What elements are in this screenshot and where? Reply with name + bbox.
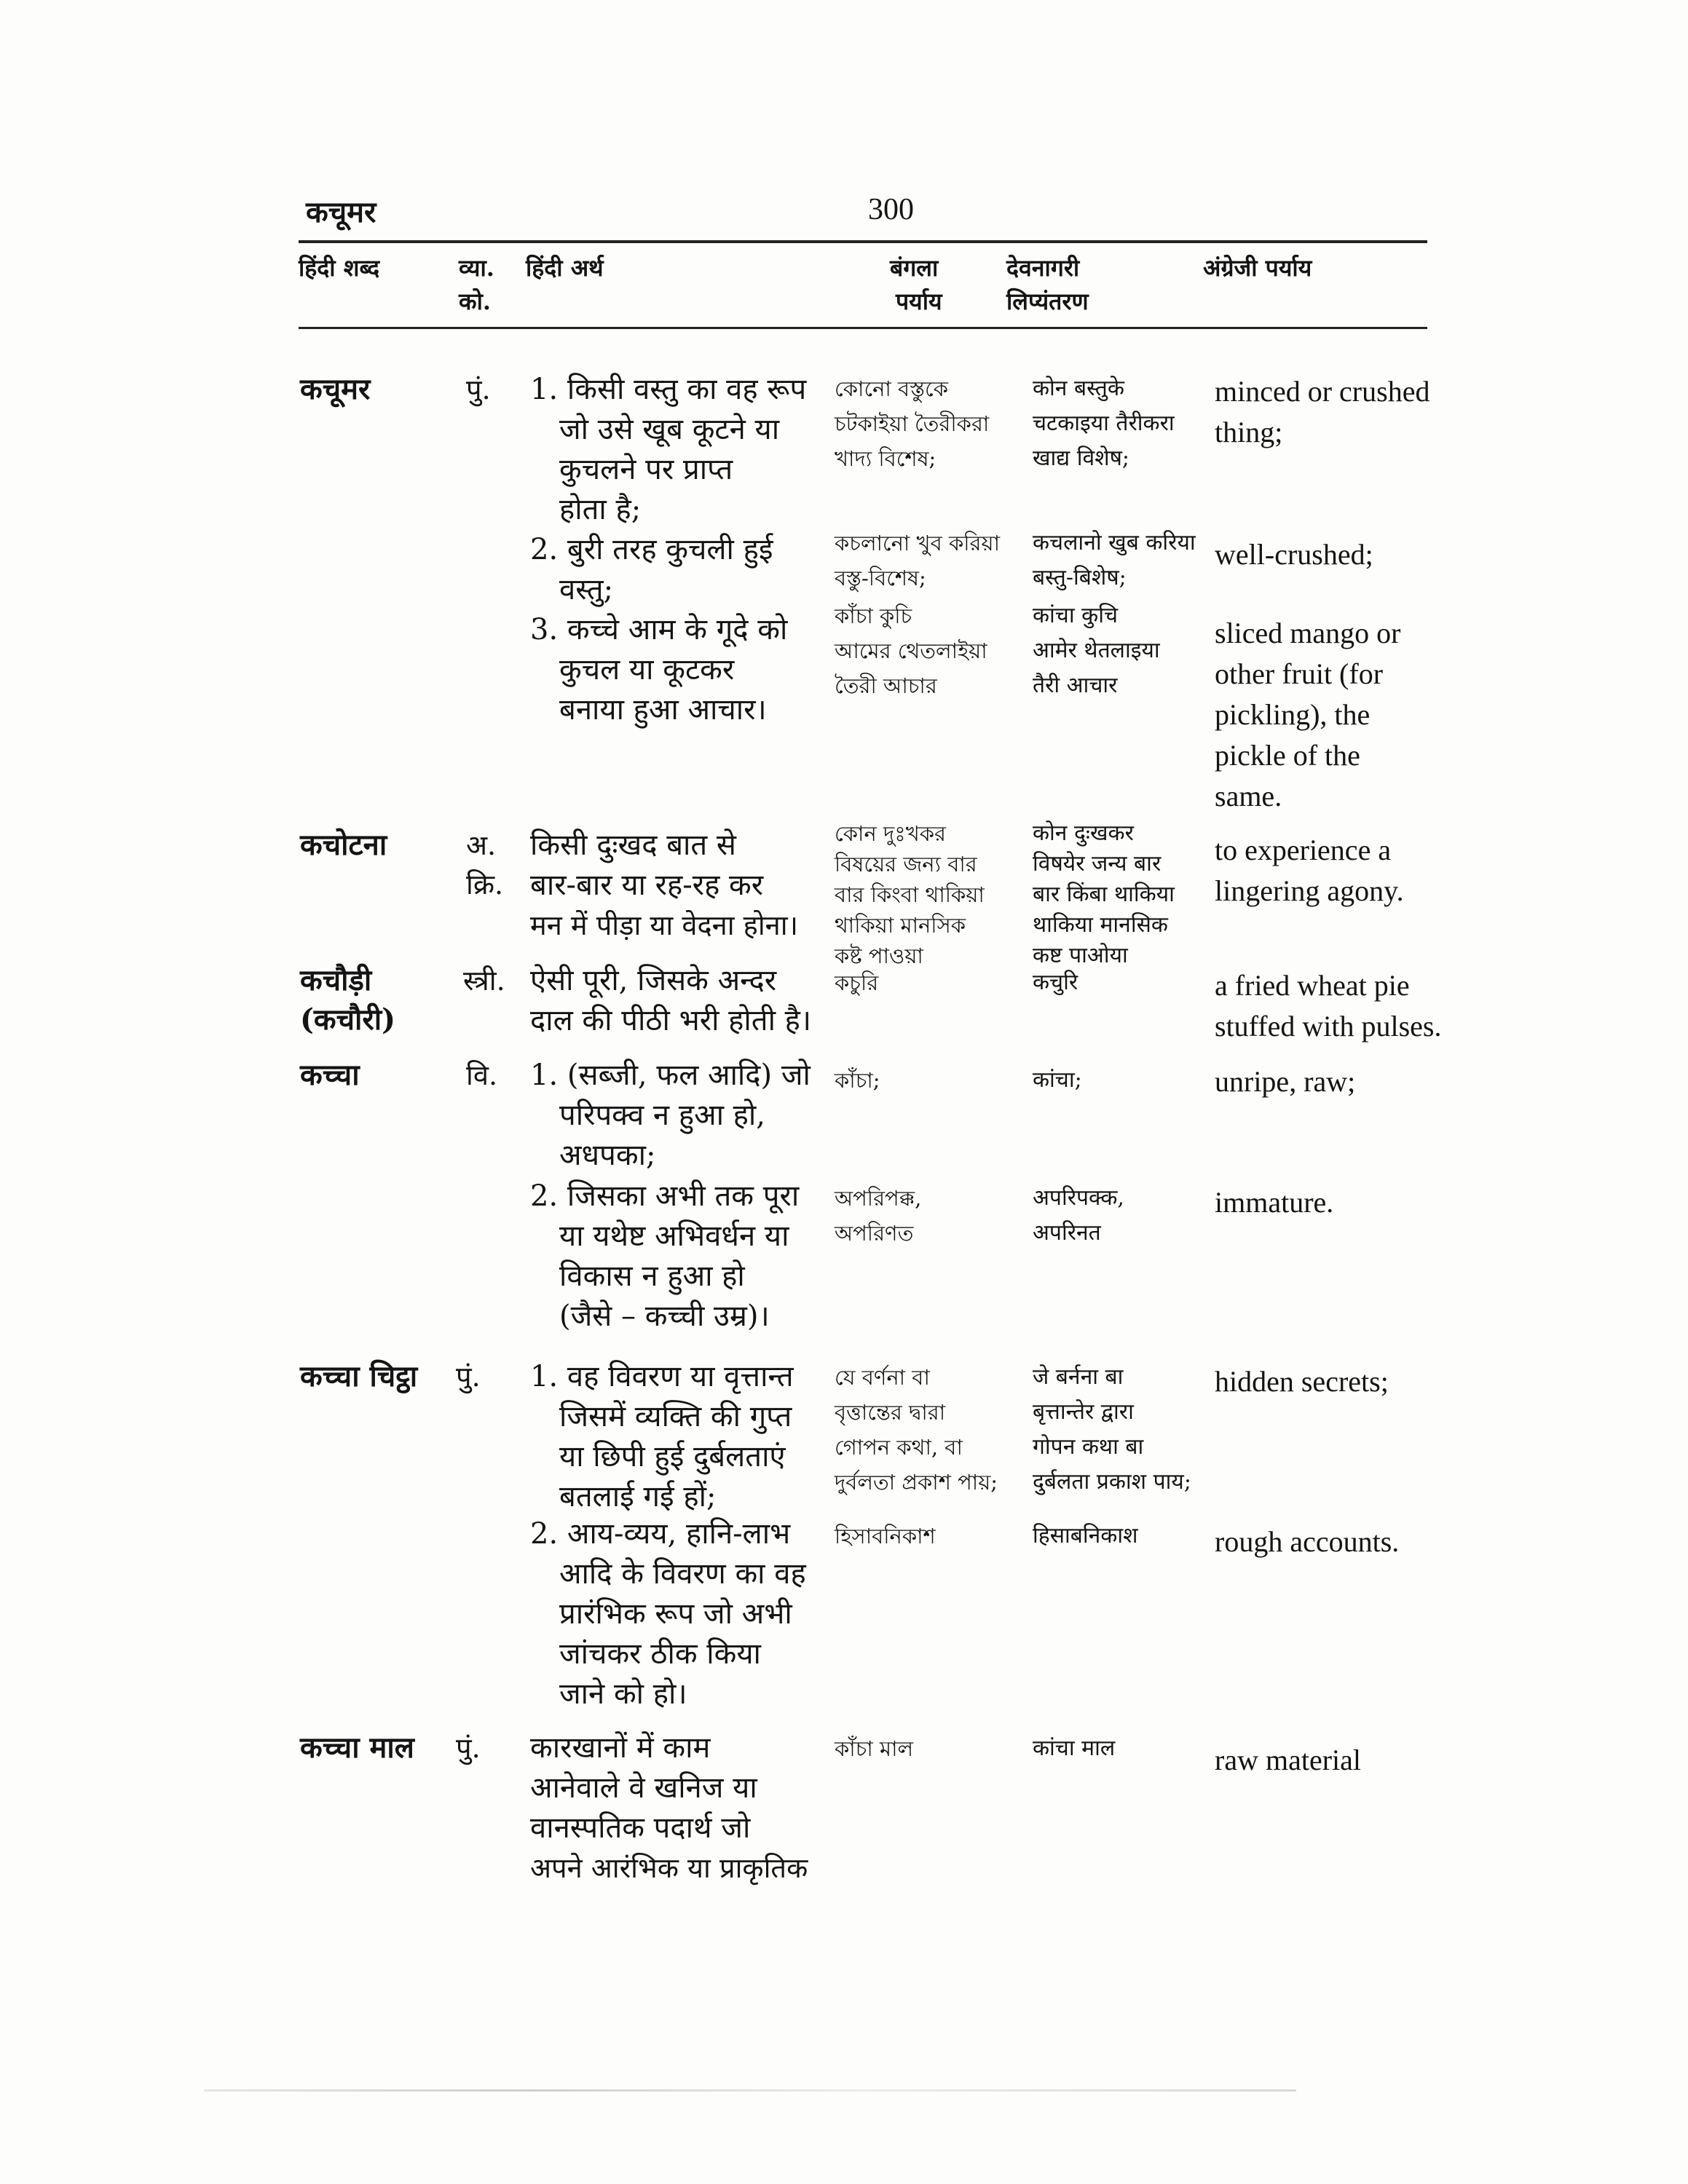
headword	[300, 961, 395, 1040]
bangla-line: বস্তু-বিশেষ;	[835, 566, 926, 590]
bangla-synonym	[835, 1181, 921, 1251]
devanagari-transliteration	[1033, 526, 1196, 596]
bangla-line: গোপন কথা, বা	[835, 1435, 963, 1460]
col-header-devanagari-line1: देवनागरी	[1006, 254, 1080, 282]
english-line: pickling), the	[1215, 698, 1370, 731]
hindi-meaning	[530, 1176, 799, 1337]
hindi-line: परिपक्व न हुआ हो,	[559, 1099, 765, 1132]
hindi-line: 2. आय-व्यय, हानि-लाभ	[530, 1517, 791, 1551]
devanagari-transliteration	[1033, 371, 1175, 476]
devanagari-line: जे बर्नना बा	[1033, 1364, 1124, 1390]
english-equivalent	[1215, 830, 1404, 911]
hindi-line: 2. जिसका अभी तक पूरा	[530, 1179, 800, 1213]
devanagari-line: चटकाइया तैरीकरा	[1033, 411, 1175, 436]
headword: कचूमर	[300, 372, 371, 406]
devanagari-line: कांचा;	[1033, 1067, 1082, 1093]
devanagari-line: बार किंबा थाकिया	[1033, 882, 1175, 907]
hindi-meaning	[530, 1357, 794, 1517]
headword: कच्चा माल	[300, 1730, 414, 1765]
col-header-grammar-line1: व्या.	[459, 254, 494, 282]
hindi-line: कुचलने पर प्राप्त	[559, 453, 733, 486]
hindi-line: ऐसी पूरी, जिसके अन्दर	[530, 964, 777, 997]
bangla-synonym	[835, 371, 989, 476]
hindi-line: मन में पीड़ा या वेदना होना।	[530, 909, 799, 941]
part-of-speech	[466, 826, 503, 904]
hindi-meaning	[530, 610, 787, 730]
bangla-line: চটকাইয়া তৈরীকরা	[835, 411, 990, 436]
hindi-line: अधपका;	[559, 1139, 656, 1172]
hindi-line: कारखानों में काम	[530, 1731, 711, 1765]
bangla-line: যে বর্ণনা বা	[835, 1365, 930, 1390]
english-line: well-crushed;	[1215, 538, 1373, 571]
hindi-meaning	[530, 826, 798, 946]
hindi-line: वस्तु;	[559, 573, 614, 606]
devanagari-line: कचलानो खुब करिया	[1033, 530, 1196, 555]
devanagari-line: कोन दुःखकर	[1033, 820, 1134, 846]
devanagari-line: विषयेर जन्य बार	[1033, 851, 1162, 877]
devanagari-line: तैरी आचार	[1033, 673, 1118, 698]
bangla-line: কচলানো খুব করিয়া	[835, 531, 1000, 555]
col-header-bangla-line2: पर्याय	[896, 288, 942, 315]
devanagari-line: कष्ट पाओया	[1033, 943, 1128, 968]
english-equivalent	[1215, 613, 1401, 817]
hindi-line: बतलाई गई हों;	[559, 1480, 717, 1514]
part-of-speech: पुं.	[456, 1361, 481, 1393]
bangla-line: কচুরি	[835, 970, 879, 995]
bangla-synonym	[835, 1731, 913, 1766]
devanagari-transliteration	[1033, 1181, 1124, 1251]
hindi-line: 2. बुरी तरह कुचली हुई	[530, 533, 773, 566]
bangla-line: কাঁচা;	[835, 1068, 880, 1093]
hindi-line: आदि के विवरण का वह	[559, 1557, 806, 1591]
bangla-synonym	[835, 1063, 880, 1098]
english-equivalent	[1215, 1740, 1361, 1781]
english-line: lingering agony.	[1215, 874, 1404, 907]
english-line: stuffed with pulses.	[1215, 1010, 1442, 1042]
devanagari-line: खाद्य विशेष;	[1033, 446, 1130, 471]
hindi-line: जांचकर ठीक किया	[559, 1637, 761, 1671]
english-equivalent	[1215, 1182, 1333, 1223]
devanagari-transliteration	[1033, 965, 1078, 1000]
devanagari-transliteration	[1033, 598, 1160, 703]
hindi-line: 1. (सब्जी, फल आदि) जो	[530, 1059, 811, 1092]
col-header-hindi-word: हिंदी शब्द	[299, 254, 380, 282]
pos-line: अ.	[466, 829, 497, 861]
running-head: कचूमर	[306, 195, 376, 229]
part-of-speech: स्त्री.	[463, 965, 505, 997]
english-equivalent	[1215, 534, 1373, 575]
bangla-line: আমের থেতলাইয়া	[835, 638, 987, 663]
hindi-line: 1. वह विवरण या वृत्तान्त	[530, 1360, 794, 1393]
bangla-line: অপরিপক্ক,	[835, 1186, 922, 1211]
hindi-line: जो उसे खूब कूटने या	[559, 413, 780, 446]
devanagari-line: बृत्तान्तेर द्वारा	[1033, 1399, 1134, 1425]
scan-artifact-line	[204, 2089, 1296, 2092]
hindi-line: अपने आरंभिक या प्राकृतिक	[530, 1852, 808, 1884]
devanagari-line: कांचा कुचि	[1033, 603, 1119, 628]
part-of-speech: वि.	[466, 1059, 498, 1091]
hindi-line: किसी दुःखद बात से	[530, 828, 736, 862]
headword: कच्चा	[300, 1058, 360, 1092]
hindi-line: होता है;	[559, 493, 642, 526]
bangla-synonym	[835, 818, 985, 971]
devanagari-transliteration	[1033, 1519, 1138, 1554]
col-header-devanagari	[1006, 251, 1089, 318]
hindi-meaning	[530, 530, 773, 610]
hindi-line: (जैसे – कच्ची उम्र)।	[559, 1299, 770, 1333]
bangla-synonym	[835, 598, 987, 703]
devanagari-transliteration	[1033, 1360, 1191, 1500]
devanagari-line: बस्तु-बिशेष;	[1033, 565, 1127, 590]
bangla-line: বার কিংবা থাকিয়া	[835, 882, 985, 907]
devanagari-line: हिसाबनिकाश	[1033, 1523, 1138, 1548]
english-line: thing;	[1215, 416, 1283, 448]
english-line: pickle of the	[1215, 739, 1360, 772]
devanagari-line: दुर्बलता प्रकाश पाय;	[1033, 1469, 1191, 1495]
bangla-line: কোন দুঃখকর	[835, 821, 946, 846]
part-of-speech: पुं.	[466, 373, 491, 405]
devanagari-transliteration	[1033, 1731, 1115, 1766]
bangla-line: তৈরী আচার	[835, 673, 937, 698]
english-line: same.	[1215, 780, 1282, 812]
page-number: 300	[868, 193, 914, 226]
headword: कचोटना	[300, 828, 387, 862]
bangla-line: থাকিয়া মানসিক	[835, 913, 966, 938]
hindi-line: वानस्पतिक पदार्थ जो	[530, 1811, 751, 1845]
bangla-synonym	[835, 526, 1000, 596]
header-top-rule	[299, 240, 1427, 243]
hindi-meaning	[530, 1514, 806, 1714]
hindi-meaning	[530, 961, 811, 1041]
hindi-line: जाने को हो।	[559, 1677, 687, 1711]
bangla-line: বিষয়ের জন্য বার	[835, 852, 977, 877]
devanagari-line: थाकिया मानसिक	[1033, 912, 1168, 938]
english-line: hidden secrets;	[1215, 1365, 1389, 1398]
bangla-line: কাঁচা কুচি	[835, 604, 912, 628]
bangla-line: দুর্বলতা প্রকাশ পায়;	[835, 1470, 998, 1495]
devanagari-line: कोन बस्तुके	[1033, 376, 1124, 401]
hindi-line: विकास न हुआ हो	[559, 1259, 745, 1293]
devanagari-line: गोपन कथा बा	[1033, 1434, 1144, 1460]
col-header-bangla-line1: बंगला	[890, 254, 939, 282]
hindi-line: आनेवाले वे खनिज या	[530, 1771, 757, 1805]
hindi-line: या छिपी हुई दुर्बलताएं	[559, 1440, 786, 1473]
english-line: minced or crushed	[1215, 375, 1430, 408]
english-line: raw material	[1215, 1744, 1361, 1776]
hindi-meaning	[530, 1728, 808, 1888]
col-header-grammar	[459, 251, 494, 318]
part-of-speech: पुं.	[456, 1732, 481, 1764]
col-header-bangla	[890, 251, 942, 318]
hindi-line: बार-बार या रह-रह कर	[530, 869, 764, 902]
hindi-line: दाल की पीठी भरी होती है।	[530, 1004, 812, 1037]
bangla-line: কাঁচা মাল	[835, 1736, 914, 1761]
bangla-line: বৃত্তান্তের দ্বারা	[835, 1400, 946, 1425]
bangla-line: হিসাবনিকাশ	[835, 1524, 936, 1548]
devanagari-transliteration	[1033, 818, 1175, 971]
hindi-line: 3. कच्चे आम के गूदे को	[530, 613, 788, 646]
header-bottom-rule	[299, 327, 1427, 329]
english-equivalent	[1215, 1061, 1355, 1102]
english-equivalent	[1215, 1361, 1389, 1402]
devanagari-line: आमेर थेतलाइया	[1033, 638, 1160, 663]
english-line: rough accounts.	[1215, 1525, 1400, 1558]
hindi-line: या यथेष्ट अभिवर्धन या	[559, 1219, 789, 1253]
col-header-devanagari-line2: लिप्यंतरण	[1006, 288, 1089, 315]
col-header-grammar-line2: को.	[459, 288, 492, 315]
devanagari-transliteration	[1033, 1063, 1082, 1098]
english-equivalent	[1215, 965, 1441, 1047]
english-line: other fruit (for	[1215, 657, 1384, 690]
english-line: immature.	[1215, 1186, 1334, 1219]
english-equivalent	[1215, 371, 1429, 453]
bangla-line: কোনো বস্তুকে	[835, 376, 948, 401]
headword-line: कचौड़ी	[300, 963, 372, 997]
english-line: sliced mango or	[1215, 617, 1401, 649]
bangla-synonym	[835, 1519, 936, 1554]
bangla-line: অপরিণত	[835, 1221, 914, 1246]
english-line: a fried wheat pie	[1215, 969, 1410, 1002]
hindi-line: कुचल या कूटकर	[559, 653, 735, 687]
bangla-line: কষ্ট পাওয়া	[835, 943, 923, 968]
devanagari-line: कांचा माल	[1033, 1736, 1116, 1761]
col-header-hindi-meaning: हिंदी अर्थ	[526, 254, 604, 282]
col-header-english: अंग्रेजी पर्याय	[1203, 254, 1312, 282]
hindi-meaning	[530, 370, 806, 530]
pos-line: क्रि.	[466, 869, 504, 901]
devanagari-line: अपरिपक्क,	[1033, 1185, 1124, 1211]
english-line: unripe, raw;	[1215, 1065, 1356, 1098]
bangla-synonym	[835, 1360, 998, 1500]
english-equivalent	[1215, 1522, 1399, 1562]
english-line: to experience a	[1215, 834, 1392, 866]
headword: कच्चा चिट्ठा	[300, 1359, 418, 1393]
hindi-meaning	[530, 1056, 811, 1176]
hindi-line: जिसमें व्यक्ति की गुप्त	[559, 1400, 792, 1433]
headword-line: (कचौरी)	[300, 1002, 396, 1037]
bangla-line: খাদ্য বিশেষ;	[835, 446, 936, 471]
hindi-line: प्रारंभिक रूप जो अभी	[559, 1597, 792, 1631]
hindi-line: बनाया हुआ आचार।	[559, 693, 767, 727]
devanagari-line: कचुरि	[1033, 970, 1078, 995]
hindi-line: 1. किसी वस्तु का वह रूप	[530, 373, 807, 406]
devanagari-line: अपरिनत	[1033, 1220, 1101, 1246]
bangla-synonym	[835, 965, 878, 1000]
